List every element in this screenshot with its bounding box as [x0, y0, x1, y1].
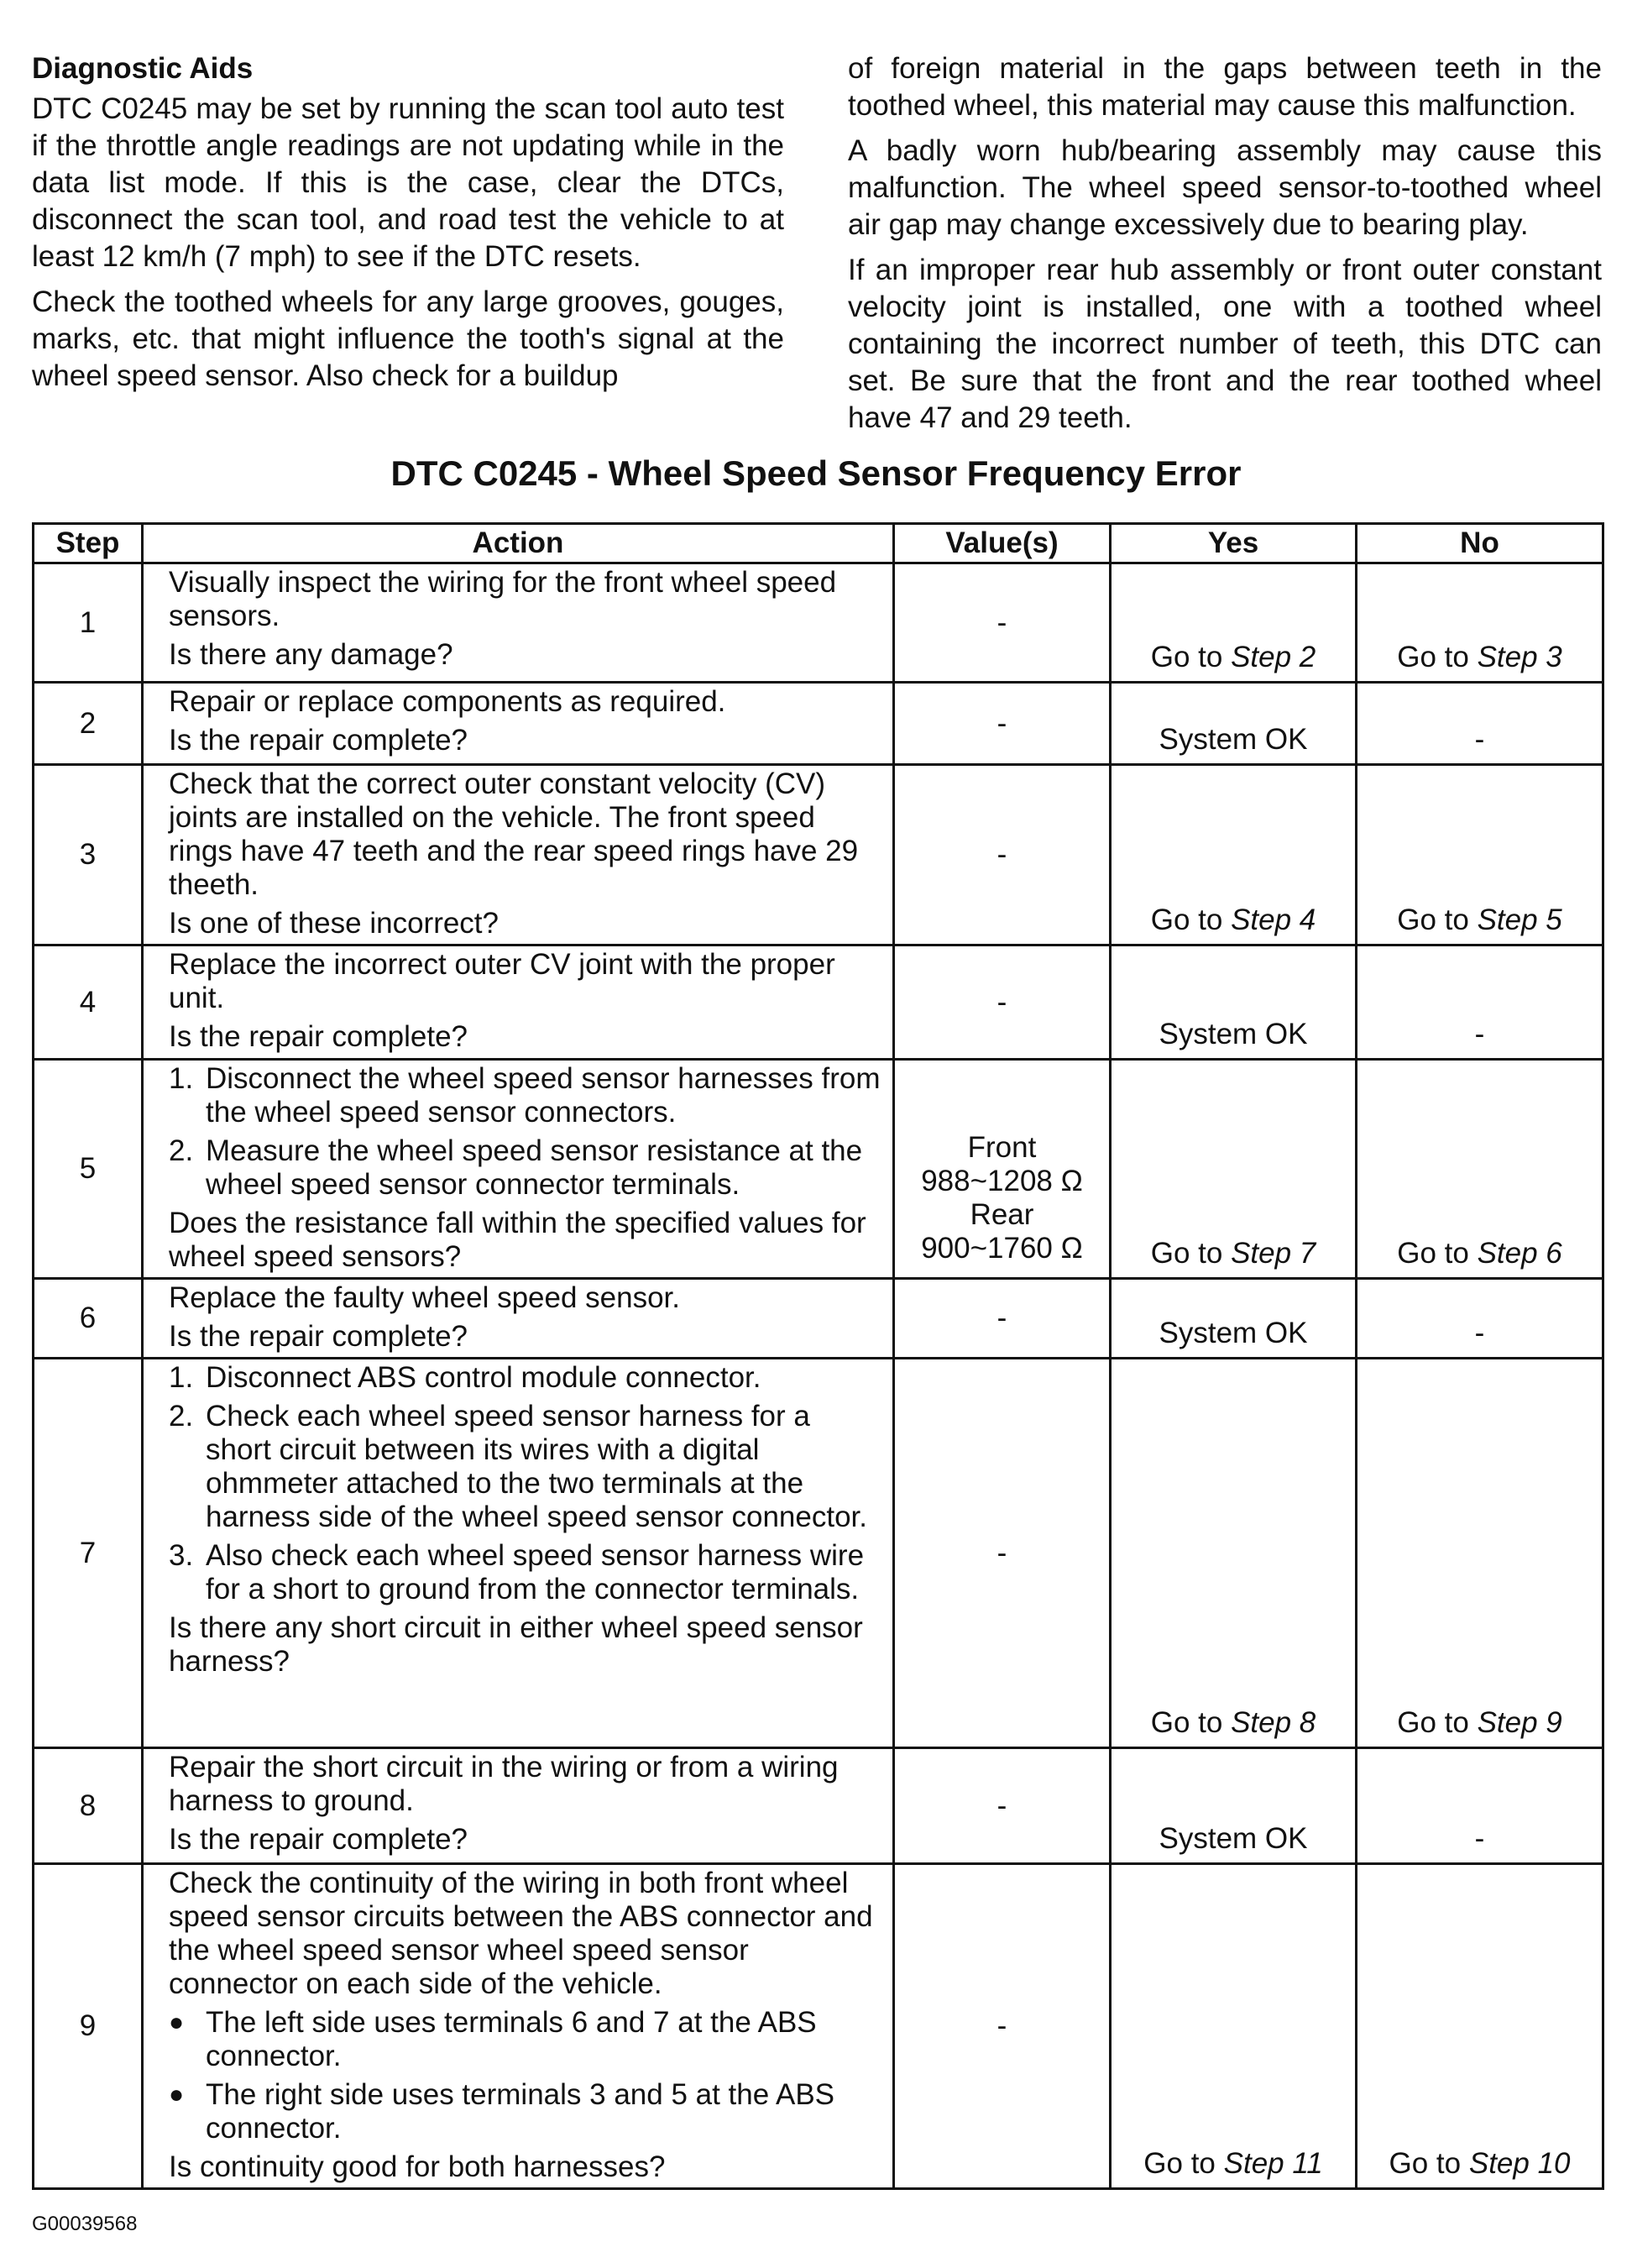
- action-step-item: 1. Disconnect the wheel speed sensor harnesses from the wheel speed sensor connectors.: [169, 1062, 881, 1129]
- yes-cell: System OK: [1111, 683, 1357, 765]
- value-cell: -: [894, 1748, 1111, 1864]
- goto-prefix: Go to: [1143, 2147, 1216, 2180]
- yes-cell: [1111, 1359, 1357, 1748]
- action-question: Is the repair complete?: [169, 724, 468, 757]
- header-action: Action: [143, 524, 894, 563]
- no-cell: -: [1357, 1279, 1603, 1359]
- yes-cell: System OK: [1111, 1748, 1357, 1864]
- step-number: 8: [34, 1748, 143, 1864]
- table-header-row: [34, 524, 1603, 563]
- goto-step: Step 11: [1223, 2147, 1323, 2180]
- action-text: Check the continuity of the wiring in both front wheel speed sensor circuits between the ABS connector and the wheel speed sensor wheel speed sensor connector on each side of the vehicle.: [169, 1867, 873, 2000]
- action-cell: [143, 563, 894, 683]
- no-cell: [1357, 765, 1603, 945]
- figure-id: G00039568: [32, 2213, 138, 2235]
- value-cell: -: [894, 683, 1111, 765]
- action-cell: [143, 1864, 894, 2189]
- value-cell: -: [894, 563, 1111, 683]
- aids-paragraph-3: A badly worn hub/bearing assembly may cause this malfunction. The wheel speed sensor-to-toothed wheel air gap may change excessively due to bearing play.: [848, 134, 1602, 241]
- yes-cell: [1111, 765, 1357, 945]
- action-text: Replace the faulty wheel speed sensor.: [169, 1281, 680, 1314]
- step-number: 3: [34, 765, 143, 945]
- action-bullet-item: ● The left side uses terminals 6 and 7 at the ABS connector.: [169, 2006, 817, 2072]
- table-title: DTC C0245 - Wheel Speed Sensor Frequency Error: [390, 453, 1242, 493]
- value-cell: -: [894, 1359, 1111, 1748]
- action-question: Is continuity good for both harnesses?: [169, 2150, 666, 2183]
- value-cell: -: [894, 1279, 1111, 1359]
- value-range-front: 988~1208 Ω: [921, 1165, 1083, 1197]
- action-cell: [143, 683, 894, 765]
- aids-paragraph-4: If an improper rear hub assembly or front outer constant velocity joint is installed, one with a toothed wheel containing the incorrect number of teeth, this DTC can set. Be sure that the front and the rear toothed wheel have 47 and 29 teeth.: [848, 254, 1602, 434]
- action-step-item: 1. Disconnect ABS control module connector.: [169, 1361, 761, 1394]
- value-cell: [894, 1060, 1111, 1279]
- table-row: [34, 1864, 1603, 2189]
- value-cell: -: [894, 765, 1111, 945]
- action-steps: [169, 1062, 881, 1202]
- action-step-item: 2. Check each wheel speed sensor harness for a short circuit between its wires with a digital ohmmeter attached to the two terminals at the harness side of the wheel speed sensor connector.: [169, 1400, 867, 1533]
- value-cell: -: [894, 945, 1111, 1060]
- goto-step: Step 8: [1231, 1706, 1316, 1739]
- header-no: No: [1357, 524, 1603, 563]
- header-yes: Yes: [1111, 524, 1357, 563]
- yes-cell: [1111, 1864, 1357, 2189]
- diagnostic-aids-heading: Diagnostic Aids: [32, 52, 254, 85]
- goto-prefix: Go to: [1150, 1237, 1223, 1270]
- step-number: 7: [34, 1359, 143, 1748]
- table-row: [34, 765, 1603, 945]
- table-row: [34, 1748, 1603, 1864]
- action-cell: [143, 765, 894, 945]
- value-label-rear: Rear: [970, 1198, 1034, 1231]
- aids-paragraph-2-end: of foreign material in the gaps between teeth in the toothed wheel, this material may cause this malfunction.: [848, 52, 1602, 122]
- no-cell: [1357, 563, 1603, 683]
- step-number: 1: [34, 563, 143, 683]
- step-number: 2: [34, 683, 143, 765]
- action-question: Is the repair complete?: [169, 1823, 468, 1856]
- action-text: Repair the short circuit in the wiring or from a wiring harness to ground.: [169, 1751, 839, 1817]
- goto-prefix: Go to: [1397, 641, 1469, 673]
- goto-step: Step 3: [1477, 641, 1562, 673]
- no-cell: -: [1357, 683, 1603, 765]
- bullet-icon: ●: [169, 2081, 185, 2108]
- action-text: Replace the incorrect outer CV joint with the proper unit.: [169, 948, 835, 1014]
- step-number: 5: [34, 1060, 143, 1279]
- goto-step: Step 9: [1477, 1706, 1562, 1739]
- action-text: Check that the correct outer constant velocity (CV) joints are installed on the vehicle. The front speed rings have 47 teeth and the rear speed rings have 29 theeth.: [169, 767, 859, 901]
- step-number: 6: [34, 1279, 143, 1359]
- goto-prefix: Go to: [1397, 904, 1469, 936]
- no-cell: [1357, 1060, 1603, 1279]
- action-cell: [143, 945, 894, 1060]
- action-cell: [143, 1279, 894, 1359]
- header-step: Step: [34, 524, 143, 563]
- bullet-icon: ●: [169, 2009, 185, 2036]
- action-question: Is there any short circuit in either wheel speed sensor harness?: [169, 1611, 863, 1678]
- diagnostic-aids-section: [32, 50, 1602, 445]
- left-column: [32, 50, 784, 403]
- table-row: [34, 563, 1603, 683]
- action-bullets: [169, 2006, 881, 2145]
- step-number: 9: [34, 1864, 143, 2189]
- action-question: Is one of these incorrect?: [169, 907, 499, 940]
- goto-prefix: Go to: [1389, 2147, 1462, 2180]
- value-range-rear: 900~1760 Ω: [921, 1232, 1083, 1265]
- goto-prefix: Go to: [1397, 1237, 1469, 1270]
- goto-step: Step 10: [1468, 2147, 1571, 2180]
- action-cell: [143, 1748, 894, 1864]
- action-cell: [143, 1060, 894, 1279]
- action-text: Repair or replace components as required.: [169, 685, 726, 718]
- goto-step: Step 5: [1477, 904, 1562, 936]
- yes-cell: [1111, 563, 1357, 683]
- action-question: Does the resistance fall within the specified values for wheel speed sensors?: [169, 1207, 866, 1273]
- goto-prefix: Go to: [1397, 1706, 1469, 1739]
- value-label-front: Front: [967, 1131, 1037, 1164]
- action-question: Is there any damage?: [169, 638, 453, 671]
- table-row: [34, 1359, 1603, 1748]
- table-row: [34, 945, 1603, 1060]
- goto-prefix: Go to: [1150, 641, 1223, 673]
- aids-paragraph-2-start: Check the toothed wheels for any large grooves, gouges, marks, etc. that might influence the tooth's signal at the wheel speed sensor. Also check for a buildup: [32, 285, 784, 392]
- right-column: [848, 50, 1602, 445]
- table-row: [34, 1279, 1603, 1359]
- action-question: Is the repair complete?: [169, 1020, 468, 1053]
- table-row: [34, 1060, 1603, 1279]
- action-step-item: 2. Measure the wheel speed sensor resistance at the wheel speed sensor connector terminals.: [169, 1134, 863, 1201]
- goto-step: Step 4: [1231, 904, 1316, 936]
- aids-paragraph-1: DTC C0245 may be set by running the scan tool auto test if the throttle angle readings are not updating while in the data list mode. If this is the case, clear the DTCs, disconnect the scan tool, and road test the vehicle to at least 12 km/h (7 mph) to see if the DTC resets.: [32, 92, 784, 273]
- header-values: Value(s): [894, 524, 1111, 563]
- table-row: [34, 683, 1603, 765]
- action-steps: [169, 1361, 881, 1606]
- goto-step: Step 7: [1231, 1237, 1316, 1270]
- goto-prefix: Go to: [1150, 1706, 1223, 1739]
- no-cell: -: [1357, 1748, 1603, 1864]
- yes-cell: System OK: [1111, 1279, 1357, 1359]
- action-bullet-item: ● The right side uses terminals 3 and 5 at the ABS connector.: [169, 2078, 835, 2145]
- no-cell: [1357, 1864, 1603, 2189]
- yes-cell: System OK: [1111, 945, 1357, 1060]
- goto-step: Step 2: [1231, 641, 1316, 673]
- diagnostic-table: [32, 522, 1604, 2190]
- goto-prefix: Go to: [1150, 904, 1223, 936]
- goto-step: Step 6: [1477, 1237, 1562, 1270]
- action-cell: [143, 1359, 894, 1748]
- no-cell: -: [1357, 945, 1603, 1060]
- action-text: Visually inspect the wiring for the front wheel speed sensors.: [169, 566, 837, 632]
- value-cell: -: [894, 1864, 1111, 2189]
- action-step-item: 3. Also check each wheel speed sensor harness wire for a short to ground from the connector terminals.: [169, 1539, 865, 1605]
- action-question: Is the repair complete?: [169, 1320, 468, 1353]
- step-number: 4: [34, 945, 143, 1060]
- yes-cell: [1111, 1060, 1357, 1279]
- table-body: [34, 563, 1603, 2189]
- no-cell: [1357, 1359, 1603, 1748]
